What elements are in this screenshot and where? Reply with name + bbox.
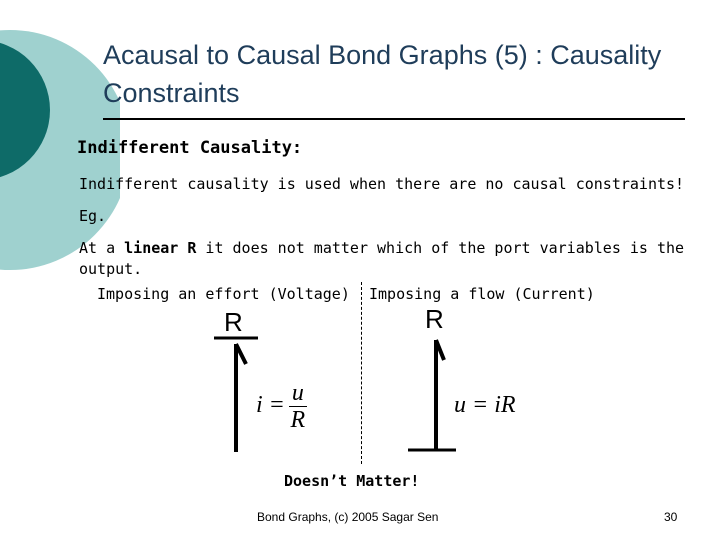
left-r-element: R (224, 307, 243, 337)
right-r-element: R (425, 304, 444, 334)
right-bond-flow-causal (408, 340, 456, 450)
slide-title: Acausal to Causal Bond Graphs (5) : Causality Constraints (103, 40, 662, 108)
page-number: 30 (664, 510, 678, 524)
description-paragraph: Indifferent causality is used when there are no causal constraints! (79, 175, 685, 193)
paragraph-prefix: At a (79, 239, 125, 257)
linear-r-paragraph (79, 238, 684, 280)
left-bond-effort-causal (214, 338, 258, 452)
fraction-numerator: u (289, 380, 307, 407)
paragraph-bold: linear R (124, 239, 197, 257)
conclusion-text: Doesn’t Matter! (284, 472, 420, 490)
footer-credit: Bond Graphs, (c) 2005 Sagar Sen (257, 510, 439, 524)
bond-diagram (200, 330, 480, 460)
example-label: Eg. (79, 207, 107, 225)
left-equation-fraction (289, 380, 307, 433)
effort-label: Imposing an effort (Voltage) (97, 285, 350, 303)
right-equation: u = iR (454, 392, 516, 418)
paragraph-line2: output. (79, 260, 143, 278)
paragraph-suffix: it does not matter which of the port variables is the (196, 239, 685, 257)
left-equation (256, 380, 307, 433)
section-heading: Indifferent Causality: (77, 138, 303, 158)
fraction-denominator: R (290, 407, 306, 433)
left-equation-lhs: i = (256, 392, 285, 419)
title-underline (103, 118, 685, 120)
flow-label: Imposing a flow (Current) (369, 285, 595, 303)
